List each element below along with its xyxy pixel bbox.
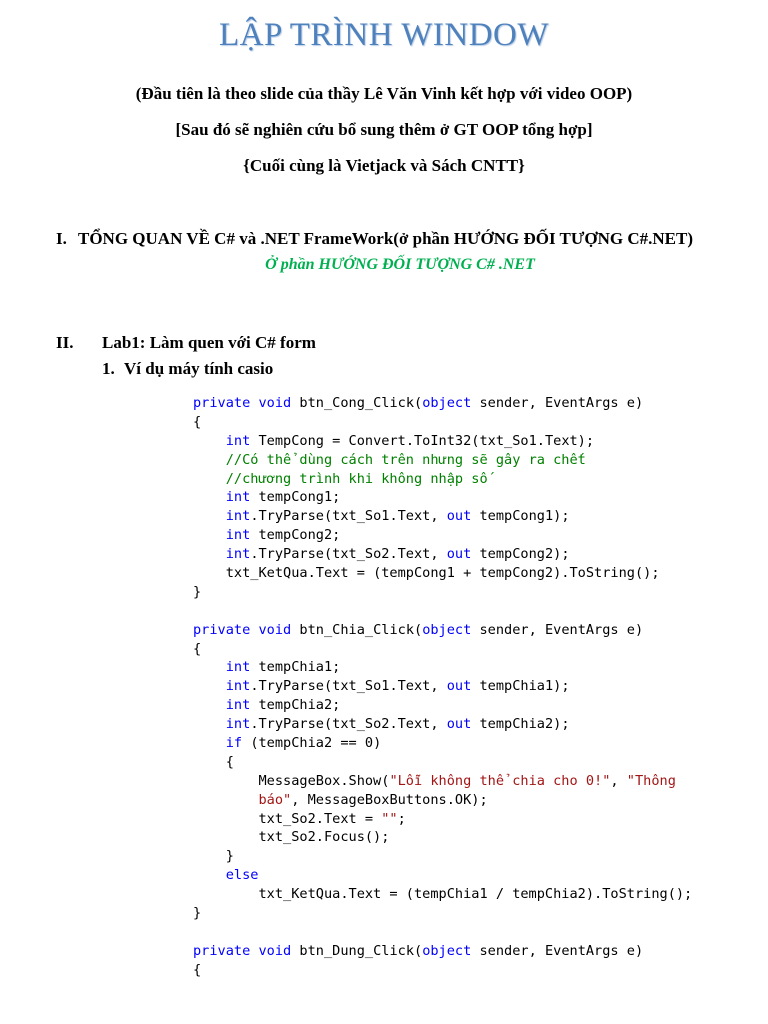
code-line [193,942,763,961]
section-1-title: TỔNG QUAN VỀ C# và .NET FrameWork(ở phần HƯỚNG ĐỐI TƯỢNG C#.NET) [78,229,694,248]
code-line [193,488,763,507]
code-text: txt_KetQua.Text = (tempCong1 + tempCong2).ToString(); [225,565,660,582]
code-text: tempChia2; [258,697,341,714]
code-line [193,904,763,923]
code-text: txt_So2.Text = [258,810,382,827]
code-keyword: object [422,942,472,959]
code-blank-line [193,602,763,621]
code-string: "Lỗi không thể chia cho 0!" [389,772,611,789]
code-text: sender, EventArgs e) [479,621,644,638]
code-text: tempCong1); [479,508,570,525]
code-line [193,734,763,753]
code-block [193,394,763,980]
code-text: btn_Chia_Click( [299,621,423,638]
section-2-number: II. [56,333,74,352]
list-item-1-number: 1. [102,359,115,378]
code-text: , MessageBoxButtons.OK); [291,791,488,808]
code-line [193,753,763,772]
code-line [193,696,763,715]
code-keyword: object [422,621,472,638]
code-keyword: int [225,659,251,676]
code-string: "" [381,810,398,827]
code-line [193,658,763,677]
code-line [193,640,763,659]
code-keyword: int [225,678,251,695]
code-text: sender, EventArgs e) [479,942,644,959]
subtitle-research-note: [Sau đó sẽ nghiên cứu bổ sung thêm ở GT OOP tổng hợp] [175,120,593,139]
code-keyword: private [193,942,251,959]
code-text: tempCong2; [258,527,341,544]
code-text: tempChia1; [258,659,341,676]
code-keyword: if [225,735,243,752]
code-text: btn_Cong_Click( [299,395,423,411]
code-line [193,432,763,451]
section-1-heading [56,229,693,249]
code-keyword: int [225,508,251,525]
code-keyword: object [422,395,472,411]
code-line [193,621,763,640]
code-line [193,583,763,602]
code-text: , [610,772,627,789]
code-keyword: int [225,546,251,563]
code-text: txt_KetQua.Text = (tempChia1 / tempChia2).ToString(); [258,886,693,903]
code-text: tempCong2); [479,546,570,563]
code-text: btn_Dung_Click( [299,942,423,959]
section-2-heading [56,333,316,353]
section-2-title: Lab1: Làm quen với C# form [102,333,316,352]
code-text: .TryParse(txt_So2.Text, [250,716,447,733]
code-keyword: int [225,432,251,449]
code-keyword: void [258,621,292,638]
document-title: LẬP TRÌNH WINDOW [218,17,550,53]
code-text: tempChia1); [479,678,570,695]
code-text: .TryParse(txt_So2.Text, [250,546,447,563]
subtitle-final-sources: {Cuối cùng là Vietjack và Sách CNTT} [243,156,525,175]
code-keyword: int [225,527,251,544]
code-text: } [193,905,202,922]
code-text: .TryParse(txt_So1.Text, [250,678,447,695]
code-line [193,677,763,696]
code-line [193,451,763,470]
code-keyword: int [225,489,251,506]
code-text: { [193,413,202,430]
code-line [193,564,763,583]
code-line [193,772,763,791]
code-keyword: else [225,867,259,884]
code-comment: //Có thể dùng cách trên nhưng sẽ gây ra chết [225,451,586,468]
code-line [193,828,763,847]
code-line [193,847,763,866]
code-keyword: out [446,508,472,525]
code-text: tempChia2); [479,716,570,733]
code-text: { [225,753,234,770]
code-keyword: out [446,678,472,695]
code-text: TempCong = Convert.ToInt32(txt_So1.Text); [258,432,595,449]
code-text: MessageBox.Show( [258,772,390,789]
code-text: (tempChia2 == 0) [250,735,382,752]
code-line [193,470,763,489]
code-keyword: out [446,546,472,563]
code-text: sender, EventArgs e) [479,395,644,411]
section-1-note: Ở phần HƯỚNG ĐỐI TƯỢNG C# .NET [265,256,535,273]
code-keyword: int [225,697,251,714]
code-line [193,791,763,810]
code-line [193,413,763,432]
code-keyword: void [258,942,292,959]
code-string: báo" [258,791,292,808]
code-keyword: int [225,716,251,733]
code-line [193,715,763,734]
code-keyword: private [193,621,251,638]
code-text: tempCong1; [258,489,341,506]
list-item-1-heading [102,359,273,379]
section-1-number: I. [56,229,67,248]
code-text: txt_So2.Focus(); [258,829,390,846]
subtitle-slide-source: (Đầu tiên là theo slide của thầy Lê Văn Vinh kết hợp với video OOP) [135,84,633,103]
code-keyword: private [193,395,251,411]
code-line [193,810,763,829]
code-line [193,885,763,904]
code-text: .TryParse(txt_So1.Text, [250,508,447,525]
code-text: } [193,583,202,600]
list-item-1-title: Ví dụ máy tính casio [124,359,274,378]
code-text: } [225,848,234,865]
code-text: { [193,640,202,657]
code-line [193,507,763,526]
code-line [193,545,763,564]
code-string: "Thông [626,772,676,789]
code-line [193,394,763,413]
code-keyword: out [446,716,472,733]
code-blank-line [193,923,763,942]
code-comment: //chương trình khi không nhập số [225,470,488,487]
code-text: ; [397,810,406,827]
code-keyword: void [258,395,292,411]
code-line [193,961,763,980]
code-text: { [193,961,202,978]
code-line [193,526,763,545]
code-line [193,866,763,885]
